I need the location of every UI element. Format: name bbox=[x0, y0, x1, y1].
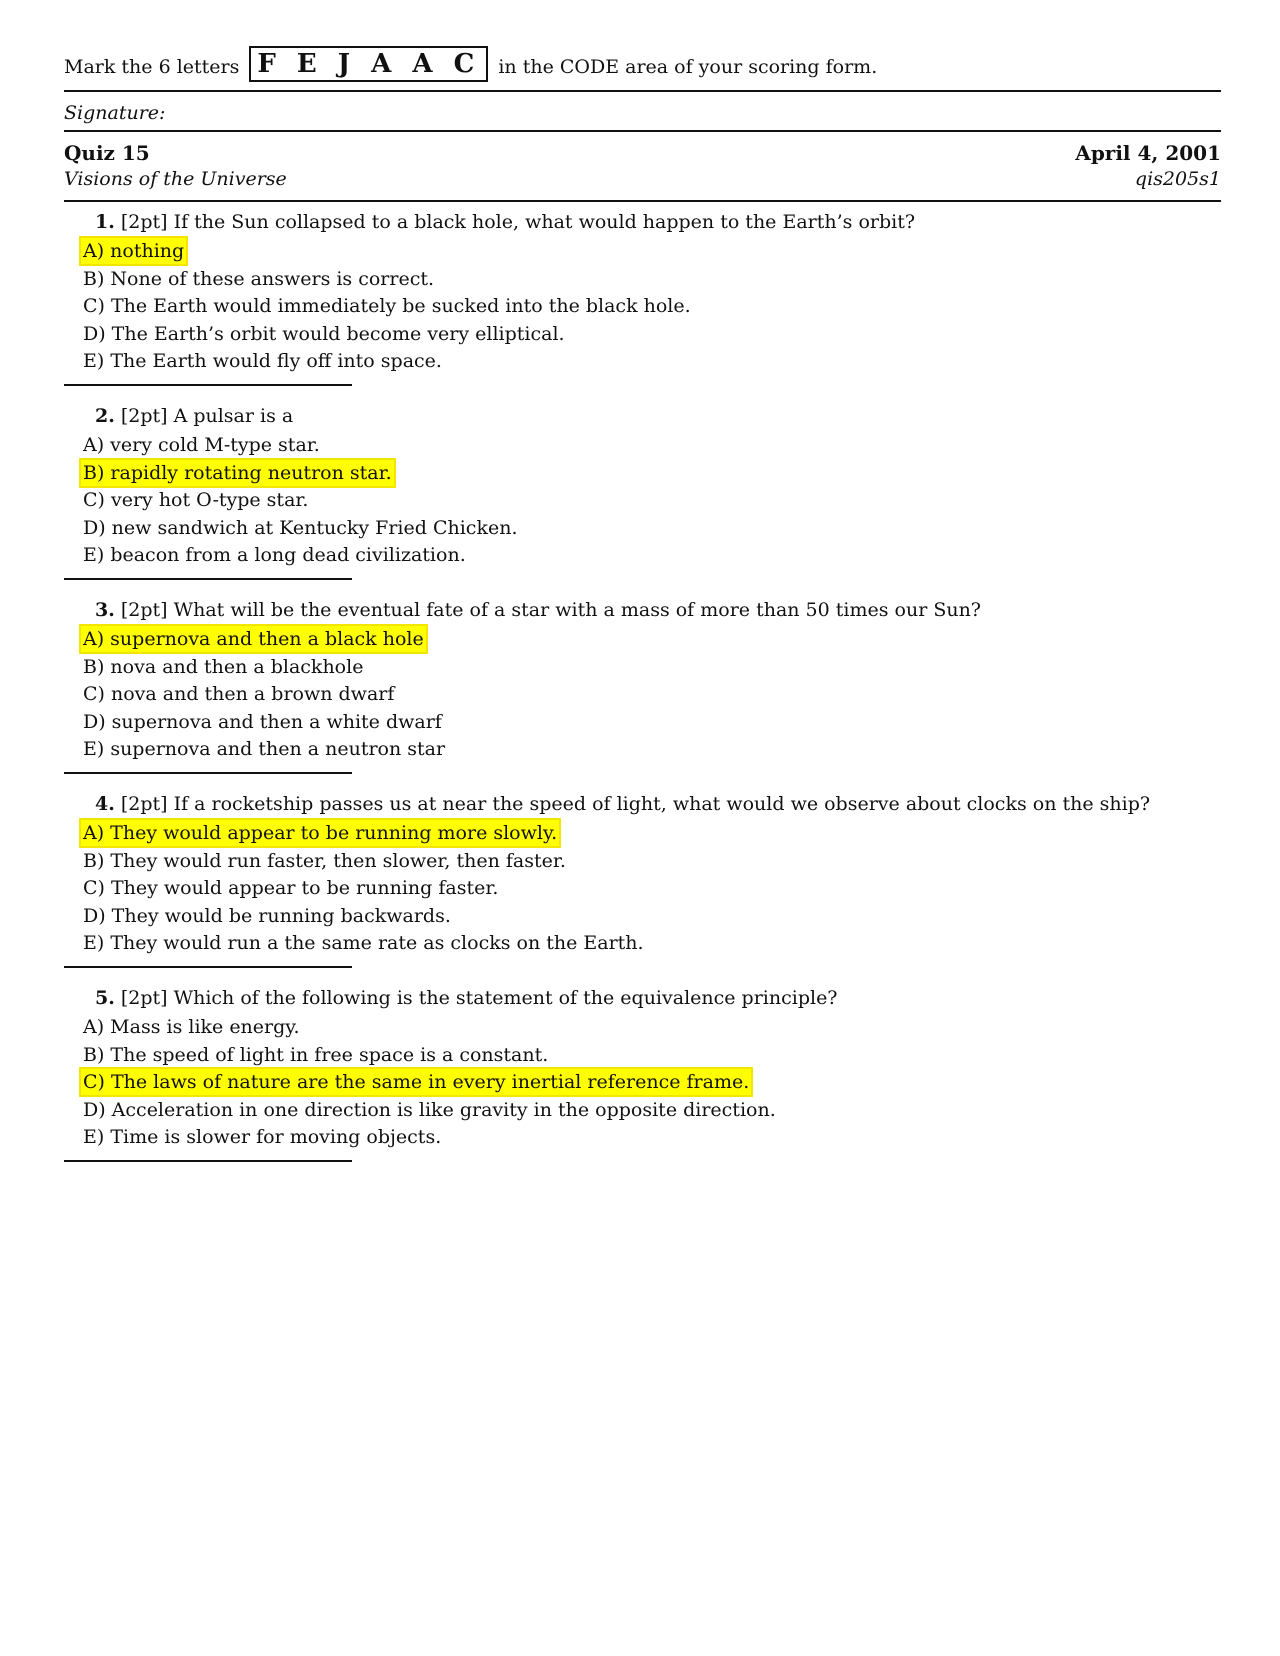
code-instruction bbox=[64, 50, 1221, 86]
option-e bbox=[64, 1124, 1221, 1152]
quiz-header-right bbox=[1075, 140, 1221, 192]
answer-options bbox=[64, 820, 1221, 958]
option-label: E) beacon from a long dead civilization. bbox=[83, 544, 466, 566]
option-label: C) very hot O-type star. bbox=[83, 489, 309, 511]
option-label: A) supernova and then a black hole bbox=[83, 628, 424, 650]
question-stem bbox=[64, 984, 1221, 1012]
option-e bbox=[64, 736, 1221, 764]
option-label: C) nova and then a brown dwarf bbox=[83, 683, 395, 705]
question-number: 5. bbox=[95, 987, 115, 1009]
signature-label: Signature: bbox=[64, 102, 166, 124]
option-label: B) None of these answers is correct. bbox=[83, 267, 435, 290]
option-label: B) The speed of light in free space is a constant. bbox=[83, 1043, 549, 1066]
option-label: D) The Earth’s orbit would become very elliptical. bbox=[83, 322, 565, 345]
quiz-title: Quiz 15 bbox=[64, 141, 150, 165]
option-label: C) The laws of nature are the same in every inertial reference frame. bbox=[83, 1071, 750, 1093]
question-stem bbox=[64, 208, 1221, 236]
option-d bbox=[64, 1097, 1221, 1125]
quiz-header-left bbox=[64, 140, 287, 192]
question-3 bbox=[64, 596, 1221, 774]
question-text: Which of the following is the statement of the equivalence principle? bbox=[173, 987, 838, 1009]
option-c bbox=[64, 875, 1221, 903]
question-number: 1. bbox=[95, 211, 115, 233]
option-d bbox=[64, 903, 1221, 931]
option-e bbox=[64, 930, 1221, 958]
option-label: B) nova and then a blackhole bbox=[83, 655, 364, 678]
option-label: D) supernova and then a white dwarf bbox=[83, 710, 442, 733]
code-box: F E J A A C bbox=[249, 46, 488, 82]
option-label: A) Mass is like energy. bbox=[83, 1016, 300, 1038]
option-b-highlighted bbox=[64, 460, 1221, 488]
question-stem bbox=[64, 402, 1221, 430]
question-text: A pulsar is a bbox=[173, 405, 294, 427]
option-label: C) The Earth would immediately be sucked into the black hole. bbox=[83, 295, 691, 317]
question-text: What will be the eventual fate of a star with a mass of more than 50 times our Sun? bbox=[173, 599, 981, 621]
option-d bbox=[64, 709, 1221, 737]
option-d bbox=[64, 321, 1221, 349]
option-label: A) very cold M-type star. bbox=[83, 434, 320, 456]
quiz-date: April 4, 2001 bbox=[1075, 141, 1221, 165]
option-e bbox=[64, 348, 1221, 376]
option-a bbox=[64, 1014, 1221, 1042]
question-number: 2. bbox=[95, 405, 115, 427]
option-label: E) The Earth would fly off into space. bbox=[83, 350, 442, 372]
option-label: E) supernova and then a neutron star bbox=[83, 738, 446, 760]
question-divider bbox=[64, 384, 352, 386]
option-e bbox=[64, 542, 1221, 570]
code-suffix: in the CODE area of your scoring form. bbox=[498, 56, 878, 78]
question-divider bbox=[64, 1160, 352, 1162]
question-text: If the Sun collapsed to a black hole, what would happen to the Earth’s orbit? bbox=[173, 211, 916, 233]
option-label: D) Acceleration in one direction is like gravity in the opposite direction. bbox=[83, 1098, 776, 1121]
question-points: [2pt] bbox=[120, 211, 168, 233]
signature-divider bbox=[64, 130, 1221, 132]
option-b bbox=[64, 848, 1221, 876]
option-label: D) They would be running backwards. bbox=[83, 904, 451, 927]
question-number: 4. bbox=[95, 793, 115, 815]
option-b bbox=[64, 266, 1221, 294]
option-a-highlighted bbox=[64, 626, 1221, 654]
code-prefix: Mark the 6 letters bbox=[64, 56, 240, 78]
option-a bbox=[64, 432, 1221, 460]
option-c bbox=[64, 293, 1221, 321]
option-c bbox=[64, 487, 1221, 515]
option-d bbox=[64, 515, 1221, 543]
question-divider bbox=[64, 966, 352, 968]
option-a-highlighted bbox=[64, 238, 1221, 266]
option-label: E) They would run a the same rate as clocks on the Earth. bbox=[83, 932, 644, 954]
question-divider bbox=[64, 578, 352, 580]
option-b bbox=[64, 654, 1221, 682]
course-name: Visions of the Universe bbox=[64, 168, 287, 190]
option-label: B) rapidly rotating neutron star. bbox=[83, 461, 392, 484]
answer-options bbox=[64, 238, 1221, 376]
option-c-highlighted bbox=[64, 1069, 1221, 1097]
question-5 bbox=[64, 984, 1221, 1162]
option-a-highlighted bbox=[64, 820, 1221, 848]
question-number: 3. bbox=[95, 599, 115, 621]
option-label: D) new sandwich at Kentucky Fried Chicken. bbox=[83, 516, 518, 539]
option-label: A) They would appear to be running more slowly. bbox=[83, 822, 558, 844]
option-b bbox=[64, 1042, 1221, 1070]
question-points: [2pt] bbox=[120, 405, 168, 427]
question-1 bbox=[64, 208, 1221, 386]
option-label: A) nothing bbox=[83, 240, 185, 262]
option-label: C) They would appear to be running faster. bbox=[83, 877, 499, 899]
question-4 bbox=[64, 790, 1221, 968]
question-2 bbox=[64, 402, 1221, 580]
title-divider bbox=[64, 200, 1221, 202]
option-c bbox=[64, 681, 1221, 709]
question-stem bbox=[64, 790, 1221, 818]
quiz-id: qis205s1 bbox=[1134, 168, 1221, 190]
question-points: [2pt] bbox=[120, 793, 168, 815]
answer-options bbox=[64, 1014, 1221, 1152]
option-label: E) Time is slower for moving objects. bbox=[83, 1126, 442, 1148]
question-stem bbox=[64, 596, 1221, 624]
question-text: If a rocketship passes us at near the speed of light, what would we observe about clocks on the ship? bbox=[173, 793, 1151, 815]
answer-options bbox=[64, 626, 1221, 764]
option-label: B) They would run faster, then slower, then faster. bbox=[83, 849, 566, 872]
question-divider bbox=[64, 772, 352, 774]
answer-options bbox=[64, 432, 1221, 570]
question-points: [2pt] bbox=[120, 599, 168, 621]
question-points: [2pt] bbox=[120, 987, 168, 1009]
header-divider bbox=[64, 90, 1221, 92]
